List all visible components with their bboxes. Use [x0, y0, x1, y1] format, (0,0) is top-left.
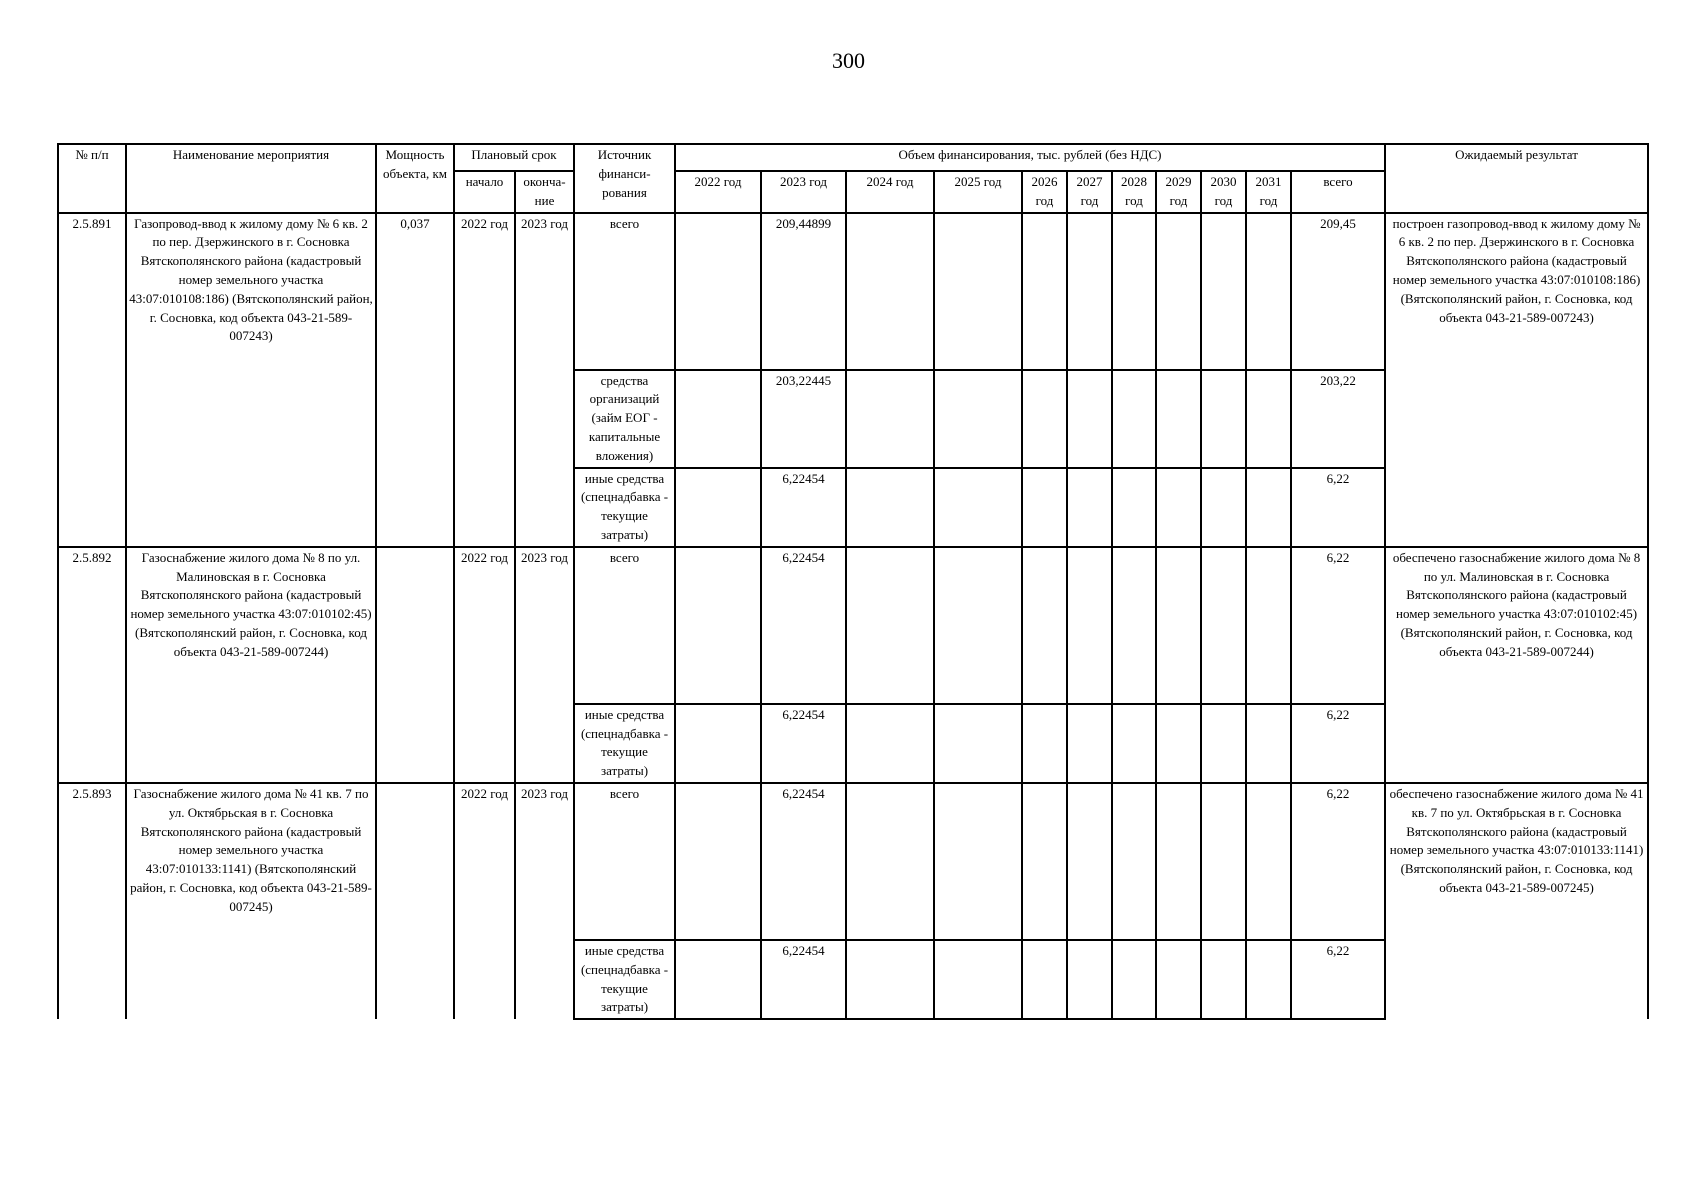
row-num: 2.5.892: [58, 547, 126, 783]
cell-2025: [934, 783, 1022, 940]
cell-2023: 6,22454: [761, 940, 846, 1019]
row-source: всего: [574, 547, 675, 704]
cell-2025: [934, 704, 1022, 783]
cell-2025: [934, 370, 1022, 468]
cell-2028: [1112, 783, 1156, 940]
cell-2023: 203,22445: [761, 370, 846, 468]
row-source: иные средства (спецнадбавка - текущие затраты): [574, 940, 675, 1019]
cell-2028: [1112, 940, 1156, 1019]
cell-total: 6,22: [1291, 547, 1385, 704]
row-result: построен газопровод-ввод к жилому дому № 6 кв. 2 по пер. Дзержинского в г. Сосновка Вятскополянского района (кадастровый номер земельного участка 43:07:010108:186) (Вятскополянский район, г. Сосновка, код объекта 043-21-589-007243): [1385, 213, 1648, 547]
cell-2030: [1201, 783, 1246, 940]
cell-2023: 209,44899: [761, 213, 846, 370]
header-start: начало: [454, 171, 515, 213]
cell-2030: [1201, 704, 1246, 783]
cell-2028: [1112, 547, 1156, 704]
cell-2024: [846, 704, 934, 783]
cell-2028: [1112, 370, 1156, 468]
cell-2026: [1022, 370, 1067, 468]
cell-2024: [846, 370, 934, 468]
cell-2026: [1022, 213, 1067, 370]
row-name: Газоснабжение жилого дома № 8 по ул. Малиновская в г. Сосновка Вятскополянского района (кадастровый номер земельного участка 43:07:010102:45) (Вятскополянский район, г. Сосновка, код объекта 043-21-589-007244): [126, 547, 376, 783]
row-start: 2022 год: [454, 547, 515, 783]
cell-2026: [1022, 468, 1067, 547]
cell-total: 203,22: [1291, 370, 1385, 468]
table-row: [58, 547, 1648, 704]
cell-2031: [1246, 213, 1291, 370]
cell-2029: [1156, 547, 1201, 704]
cell-2024: [846, 547, 934, 704]
cell-2031: [1246, 704, 1291, 783]
row-end: 2023 год: [515, 783, 574, 1019]
header-year-2030: 2030 год: [1201, 171, 1246, 213]
cell-2031: [1246, 783, 1291, 940]
cell-2030: [1201, 547, 1246, 704]
header-year-2022: 2022 год: [675, 171, 761, 213]
cell-2023: 6,22454: [761, 547, 846, 704]
header-year-2026: 2026 год: [1022, 171, 1067, 213]
cell-2030: [1201, 940, 1246, 1019]
cell-2029: [1156, 370, 1201, 468]
header-num: № п/п: [58, 144, 126, 213]
header-year-2028: 2028 год: [1112, 171, 1156, 213]
cell-2024: [846, 940, 934, 1019]
cell-2029: [1156, 468, 1201, 547]
header-year-2023: 2023 год: [761, 171, 846, 213]
cell-2024: [846, 213, 934, 370]
cell-2030: [1201, 213, 1246, 370]
cell-2028: [1112, 213, 1156, 370]
cell-2027: [1067, 940, 1112, 1019]
cell-2027: [1067, 704, 1112, 783]
cell-2030: [1201, 468, 1246, 547]
header-row-1: [58, 144, 1648, 171]
cell-2024: [846, 468, 934, 547]
cell-2025: [934, 213, 1022, 370]
cell-2027: [1067, 547, 1112, 704]
cell-2027: [1067, 370, 1112, 468]
cell-2022: [675, 213, 761, 370]
row-source: всего: [574, 783, 675, 940]
cell-2023: 6,22454: [761, 704, 846, 783]
header-end: оконча-ние: [515, 171, 574, 213]
header-result: Ожидаемый результат: [1385, 144, 1648, 213]
cell-2022: [675, 468, 761, 547]
cell-2026: [1022, 783, 1067, 940]
cell-2022: [675, 940, 761, 1019]
cell-total: 6,22: [1291, 783, 1385, 940]
row-start: 2022 год: [454, 213, 515, 547]
row-name: Газопровод-ввод к жилому дому № 6 кв. 2 по пер. Дзержинского в г. Сосновка Вятскополянского района (кадастровый номер земельного участка 43:07:010108:186) (Вятскополянский район, г. Сосновка, код объекта 043-21-589-007243): [126, 213, 376, 547]
cell-2029: [1156, 704, 1201, 783]
cell-2022: [675, 783, 761, 940]
cell-2029: [1156, 940, 1201, 1019]
header-year-2029: 2029 год: [1156, 171, 1201, 213]
header-total: всего: [1291, 171, 1385, 213]
row-source: всего: [574, 213, 675, 370]
header-year-2031: 2031 год: [1246, 171, 1291, 213]
header-capacity: Мощность объекта, км: [376, 144, 454, 213]
cell-total: 6,22: [1291, 468, 1385, 547]
cell-total: 209,45: [1291, 213, 1385, 370]
cell-2031: [1246, 547, 1291, 704]
row-result: обеспечено газоснабжение жилого дома № 8 по ул. Малиновская в г. Сосновка Вятскополянского района (кадастровый номер земельного участка 43:07:010102:45) (Вятскополянский район, г. Сосновка, код объекта 043-21-589-007244): [1385, 547, 1648, 783]
header-year-2027: 2027 год: [1067, 171, 1112, 213]
row-num: 2.5.893: [58, 783, 126, 1019]
header-name: Наименование мероприятия: [126, 144, 376, 213]
cell-2026: [1022, 704, 1067, 783]
cell-2025: [934, 940, 1022, 1019]
cell-2024: [846, 783, 934, 940]
cell-2025: [934, 468, 1022, 547]
row-name: Газоснабжение жилого дома № 41 кв. 7 по ул. Октябрьская в г. Сосновка Вятскополянского района (кадастровый номер земельного участка 43:07:010133:1141) (Вятскополянский район, г. Сосновка, код объекта 043-21-589-007245): [126, 783, 376, 1019]
cell-2022: [675, 704, 761, 783]
row-capacity: [376, 783, 454, 1019]
cell-2022: [675, 547, 761, 704]
cell-2030: [1201, 370, 1246, 468]
header-volume: Объем финансирования, тыс. рублей (без НДС): [675, 144, 1385, 171]
cell-2022: [675, 370, 761, 468]
cell-2025: [934, 547, 1022, 704]
cell-2029: [1156, 783, 1201, 940]
cell-total: 6,22: [1291, 940, 1385, 1019]
header-source: Источник финанси-рования: [574, 144, 675, 213]
row-start: 2022 год: [454, 783, 515, 1019]
row-result: обеспечено газоснабжение жилого дома № 41 кв. 7 по ул. Октябрьская в г. Сосновка Вятскополянского района (кадастровый номер земельного участка 43:07:010133:1141) (Вятскополянский район, г. Сосновка, код объекта 043-21-589-007245): [1385, 783, 1648, 1019]
cell-2031: [1246, 370, 1291, 468]
cell-2031: [1246, 940, 1291, 1019]
cell-2026: [1022, 940, 1067, 1019]
financing-table: [57, 143, 1649, 1020]
row-capacity: [376, 547, 454, 783]
cell-2031: [1246, 468, 1291, 547]
row-num: 2.5.891: [58, 213, 126, 547]
cell-total: 6,22: [1291, 704, 1385, 783]
cell-2027: [1067, 783, 1112, 940]
row-source: средства организаций (займ ЕОГ - капитальные вложения): [574, 370, 675, 468]
cell-2023: 6,22454: [761, 468, 846, 547]
cell-2027: [1067, 213, 1112, 370]
row-end: 2023 год: [515, 213, 574, 547]
table-row: [58, 213, 1648, 370]
header-plan-term: Плановый срок: [454, 144, 574, 171]
cell-2029: [1156, 213, 1201, 370]
table-row: [58, 783, 1648, 940]
page-number: 300: [832, 48, 865, 73]
row-source: иные средства (спецнадбавка - текущие затраты): [574, 468, 675, 547]
header-year-2025: 2025 год: [934, 171, 1022, 213]
cell-2023: 6,22454: [761, 783, 846, 940]
cell-2026: [1022, 547, 1067, 704]
header-year-2024: 2024 год: [846, 171, 934, 213]
cell-2028: [1112, 468, 1156, 547]
cell-2028: [1112, 704, 1156, 783]
row-capacity: 0,037: [376, 213, 454, 547]
row-source: иные средства (спецнадбавка - текущие затраты): [574, 704, 675, 783]
cell-2027: [1067, 468, 1112, 547]
row-end: 2023 год: [515, 547, 574, 783]
